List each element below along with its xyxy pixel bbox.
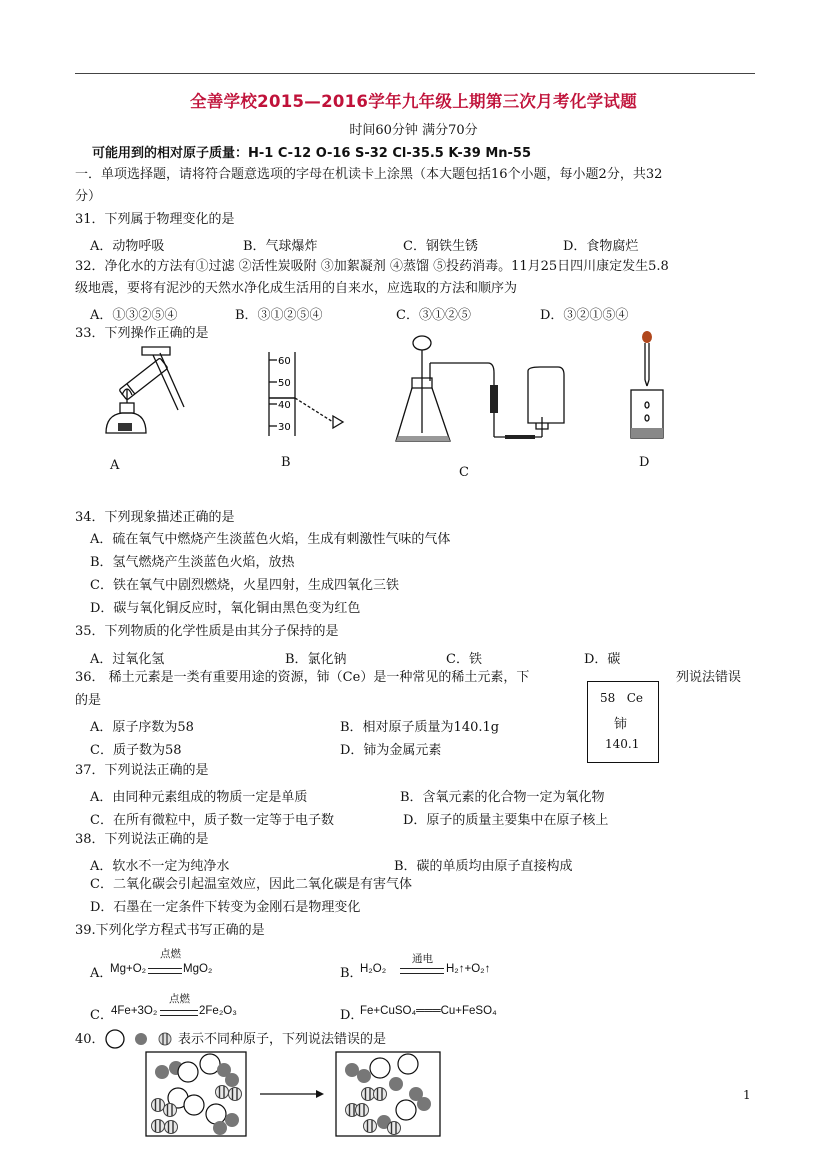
element-number: 58: [600, 691, 616, 705]
atom-white-icon: [106, 1030, 124, 1048]
q36-stem: 36． 稀土元素是一类有重要用途的资源，铈（Ce）是一种常见的稀土元素，下: [75, 670, 530, 685]
q40-atom-legend: [103, 1028, 178, 1050]
q39-a-prefix: A．: [90, 966, 113, 981]
q31-option-d: D．食物腐烂: [563, 239, 639, 254]
q33-stem: 33．下列操作正确的是: [75, 326, 209, 341]
q39-b-condition: 通电: [412, 953, 433, 965]
q33-label-b: B: [281, 455, 291, 470]
q34-option-a: A．硫在氧气中燃烧产生淡蓝色火焰，生成有刺激性气味的气体: [90, 532, 451, 547]
q31-option-a: A．动物呼吸: [90, 239, 165, 254]
q39-b-right: H₂↑+O₂↑: [446, 963, 491, 975]
q33-label-a: A: [110, 458, 120, 473]
q33-figure-b: [255, 350, 350, 440]
q36-stem-cont: 的是: [75, 693, 102, 708]
q34-option-b: B．氢气燃烧产生淡蓝色火焰，放热: [90, 555, 295, 570]
q38-option-a: A．软水不一定为纯净水: [90, 859, 230, 874]
q32-option-b: B．③①②⑤④: [235, 308, 323, 323]
q40-reaction-diagram: [140, 1050, 450, 1138]
q37-option-b: B．含氧元素的化合物一定为氧化物: [400, 790, 605, 805]
q33-label-d: D: [639, 455, 650, 470]
atomic-masses: 可能用到的相对原子质量：H-1 C-12 O-16 S-32 Cl-35.5 K-39 Mn-55: [92, 146, 532, 161]
q39-c-equals: [160, 1010, 198, 1016]
q35-option-c: C．铁: [446, 652, 482, 667]
q38-option-b: B．碳的单质均由原子直接构成: [394, 859, 573, 874]
q39-d-equation: Fe+CuSO₄═══Cu+FeSO₄: [360, 1005, 497, 1017]
q39-b-prefix: B．: [340, 966, 363, 981]
q39-a-left: Mg+O₂: [110, 963, 147, 975]
q39-c-condition: 点燃: [169, 993, 190, 1005]
q37-option-c: C．在所有微粒中，质子数一定等于电子数: [90, 813, 334, 828]
q39-a-right: MgO₂: [183, 963, 213, 975]
q36-option-c: C．质子数为58: [90, 743, 182, 758]
q39-c-left: 4Fe+3O₂: [111, 1005, 158, 1017]
q38-option-d: D．石墨在一定条件下转变为金刚石是物理变化: [90, 900, 361, 915]
q36-option-a: A．原子序数为58: [90, 720, 194, 735]
q35-option-d: D．碳: [584, 652, 621, 667]
header-rule: [75, 73, 755, 74]
element-symbol: Ce: [626, 691, 644, 705]
q39-a-equals: [148, 968, 182, 974]
atom-striped-icon: [159, 1033, 171, 1045]
section-instructions-cont: 分）: [75, 189, 102, 204]
atom-gray-icon: [135, 1033, 147, 1045]
q32-stem-cont: 级地震，要将有泥沙的天然水净化成生活用的自来水，应选取的方法和顺序为: [75, 281, 518, 296]
cyl-40: 40: [278, 400, 291, 411]
q33-figure-c: [390, 333, 570, 448]
q39-c-prefix: C．: [90, 1008, 113, 1023]
q31-option-b: B．气球爆炸: [243, 239, 318, 254]
after-molecules: [345, 1054, 431, 1135]
q38-option-c: C．二氧化碳会引起温室效应，因此二氧化碳是有害气体: [90, 877, 412, 892]
q36-option-d: D．铈为金属元素: [340, 743, 442, 758]
q39-b-equals: [400, 968, 444, 974]
q32-stem: 32．净化水的方法有①过滤 ②活性炭吸附 ③加絮凝剂 ④蒸馏 ⑤投药消毒。11月25日四川康定发生5.8: [75, 259, 669, 274]
element-mass: 140.1: [605, 737, 640, 751]
q39-d-prefix: D．: [340, 1008, 364, 1023]
q40-number: 40．: [75, 1032, 105, 1047]
q37-option-a: A．由同种元素组成的物质一定是单质: [90, 790, 308, 805]
page-title: 全善学校2015—2016学年九年级上期第三次月考化学试题: [189, 92, 638, 111]
q32-option-d: D．③②①⑤④: [540, 308, 629, 323]
cyl-60: 60: [278, 356, 291, 367]
cyl-30: 30: [278, 422, 291, 433]
element-name: 铈: [614, 717, 628, 732]
q34-option-d: D．碳与氧化铜反应时，氧化铜由黑色变为红色: [90, 601, 361, 616]
cyl-50: 50: [278, 378, 291, 389]
q36-option-b: B．相对原子质量为140.1g: [340, 720, 500, 735]
q33-label-c: C: [459, 465, 469, 480]
q39-b-left: H₂O₂: [360, 963, 387, 975]
q40-stem: 表示不同种原子，下列说法错误的是: [178, 1032, 387, 1047]
q32-option-a: A．①③②⑤④: [90, 308, 178, 323]
q33-figure-a: [98, 345, 193, 450]
time-info: 时间60分钟 满分70分: [349, 123, 478, 138]
before-molecules: [152, 1054, 242, 1135]
q33-figure-d: [625, 330, 670, 445]
q35-stem: 35．下列物质的化学性质是由其分子保持的是: [75, 624, 339, 639]
element-card: [587, 681, 659, 763]
q39-stem: 39.下列化学方程式书写正确的是: [75, 923, 265, 938]
q34-stem: 34．下列现象描述正确的是: [75, 510, 235, 525]
q35-option-a: A．过氧化氢: [90, 652, 165, 667]
q39-a-condition: 点燃: [160, 948, 181, 960]
q39-c-right: 2Fe₂O₃: [199, 1005, 237, 1017]
page-number: 1: [743, 1088, 751, 1102]
q37-stem: 37．下列说法正确的是: [75, 763, 209, 778]
q37-option-d: D．原子的质量主要集中在原子核上: [403, 813, 609, 828]
q36-stem-right: 列说法错误: [676, 670, 742, 685]
q31-option-c: C．钢铁生锈: [403, 239, 478, 254]
q38-stem: 38．下列说法正确的是: [75, 832, 209, 847]
q35-option-b: B．氯化钠: [285, 652, 347, 667]
section-instructions: 一．单项选择题，请将符合题意选项的字母在机读卡上涂黑（本大题包括16个小题，每小题2分，共32: [75, 167, 663, 182]
q32-option-c: C．③①②⑤: [396, 308, 471, 323]
q34-option-c: C．铁在氧气中剧烈燃烧，火星四射，生成四氧化三铁: [90, 578, 399, 593]
q31-stem: 31．下列属于物理变化的是: [75, 212, 235, 227]
